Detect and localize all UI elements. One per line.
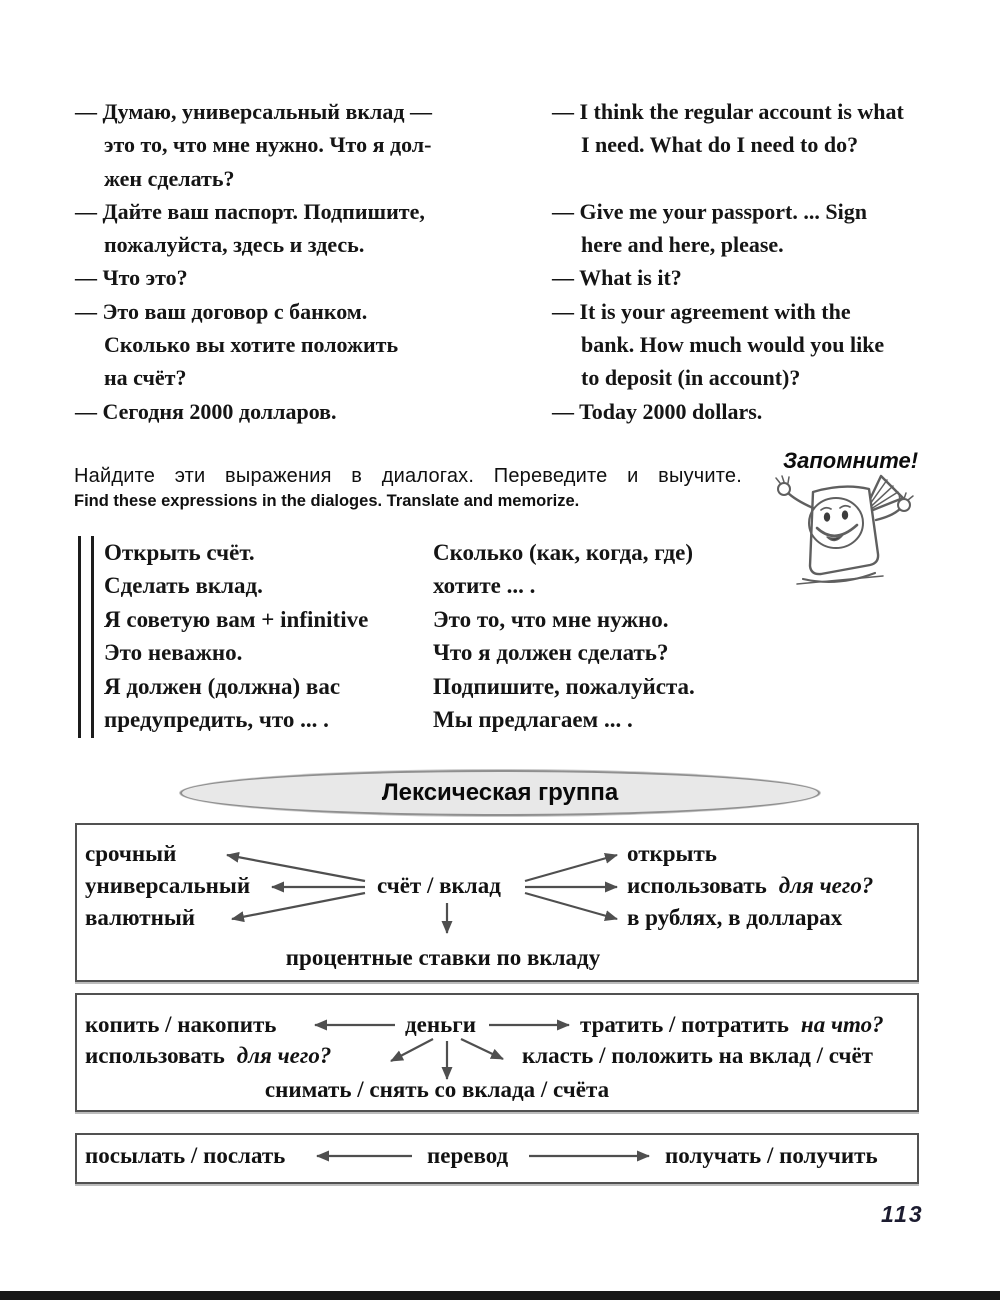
dialogue-line: на счёт?	[104, 365, 187, 391]
dialogue-line: — Что это?	[75, 265, 188, 291]
dialogue-line: — Думаю, универсальный вклад —	[75, 99, 432, 124]
instruction-english: Find these expressions in the dialoges. Translate and memorize.	[74, 492, 580, 510]
diagram-center-term: деньги	[405, 1012, 476, 1037]
diagram-term: получать / получить	[665, 1143, 878, 1168]
expression-line: Это то, что мне нужно.	[433, 606, 669, 632]
lexical-box-account	[75, 823, 919, 982]
diagram-term: копить / накопить	[85, 1012, 277, 1037]
dialogue-item	[75, 195, 553, 262]
memorize-label: Запомните!	[783, 448, 919, 473]
expression-line: Мы предлагаем ... .	[433, 707, 633, 733]
dialogue-item	[552, 195, 992, 262]
diagram-term-text: использовать	[627, 873, 767, 898]
expression-line: Сделать вклад.	[104, 573, 263, 599]
mascot-image	[763, 468, 921, 600]
dialogue-item	[75, 295, 553, 395]
dialogue-line: — Today 2000 dollars.	[552, 398, 763, 424]
dialogue-line: это то, что мне нужно. Что я дол-	[104, 132, 432, 158]
expressions-left-column	[104, 536, 368, 736]
diagram-term: открыть	[627, 841, 717, 866]
scan-edge-bar	[0, 1291, 1000, 1300]
diagram-term-hint: для чего?	[778, 873, 874, 898]
dialogue-english-column	[552, 95, 992, 428]
dialogue-russian-column	[75, 95, 553, 428]
diagram-center-term: перевод	[427, 1143, 509, 1168]
diagram-term: универсальный	[85, 873, 251, 898]
expression-line: Подпишите, пожалуйста.	[433, 673, 695, 699]
dialogue-line: Сколько вы хотите положить	[104, 332, 399, 358]
dialogue-line: bank. How much would you like	[581, 332, 885, 358]
dialogue-line: — Сегодня 2000 долларов.	[75, 398, 337, 424]
expression-line: Что я должен сделать?	[433, 640, 669, 666]
expression-line: предупредить, что ... .	[104, 707, 329, 733]
expression-line: Я должен (должна) вас	[104, 673, 341, 699]
diagram-term-hint: на что?	[800, 1012, 884, 1037]
dialogue-item	[75, 95, 553, 195]
dialogue-line: — What is it?	[552, 265, 682, 291]
diagram-term: посылать / послать	[85, 1143, 286, 1168]
dialogue-line: — I think the regular account is what	[552, 99, 904, 124]
diagram-term-hint: для чего?	[236, 1043, 332, 1068]
dialogue-line: I need. What do I need to do?	[581, 132, 859, 158]
lexical-box-money	[75, 993, 919, 1112]
dialogue-line: жен сделать?	[104, 165, 235, 191]
dialogue-line: — Это ваш договор с банком.	[75, 298, 368, 324]
dialogue-item	[552, 295, 992, 395]
dialogue-line: — It is your agreement with the	[552, 298, 851, 324]
dialogue-line: here and here, please.	[581, 232, 784, 258]
instruction-russian: Найдите эти выражения в диалогах. Переведите и выучите.	[74, 465, 742, 487]
diagram-term-text: использовать	[85, 1043, 225, 1068]
dialogue-item	[552, 395, 992, 428]
expressions-double-bar	[78, 536, 94, 738]
diagram-term: срочный	[85, 841, 177, 866]
expression-line: Сколько (как, когда, где)	[433, 540, 694, 565]
dialogue-item	[552, 261, 992, 294]
lexical-group-title: Лексическая группа	[381, 779, 619, 806]
diagram-term: класть / положить на вклад / счёт	[522, 1043, 873, 1068]
lexical-box-transfer	[75, 1133, 919, 1184]
expression-line: Это неважно.	[104, 640, 243, 666]
diagram-term: в рублях, в долларах	[627, 905, 843, 930]
diagram-center-term: счёт / вклад	[377, 873, 501, 898]
page-number: 113	[881, 1201, 924, 1227]
diagram-bottom-term: процентные ставки по вкладу	[285, 945, 601, 970]
diagram-bottom-term: снимать / снять со вклада / счёта	[264, 1077, 610, 1102]
diagram-term-text: тратить / потратить	[580, 1012, 789, 1037]
lexical-group-banner	[180, 770, 820, 816]
dialogue-line: — Дайте ваш паспорт. Подпишите,	[75, 198, 425, 224]
dialogue-line: to deposit (in account)?	[581, 365, 801, 391]
dialogue-item	[75, 261, 553, 294]
dialogue-item	[75, 395, 553, 428]
expression-line: Я советую вам + infinitive	[104, 606, 369, 632]
diagram-term	[85, 1041, 331, 1071]
expressions-right-column	[433, 536, 695, 736]
dialogue-line: — Give me your passport. ... Sign	[552, 198, 867, 224]
diagram-term	[580, 1010, 884, 1040]
expression-line: хотите ... .	[433, 573, 536, 599]
diagram-term	[627, 871, 873, 901]
expression-line: Открыть счёт.	[104, 540, 255, 565]
dialogue-item	[552, 95, 992, 162]
dialogue-line: пожалуйста, здесь и здесь.	[104, 232, 365, 258]
diagram-term: валютный	[85, 905, 196, 930]
